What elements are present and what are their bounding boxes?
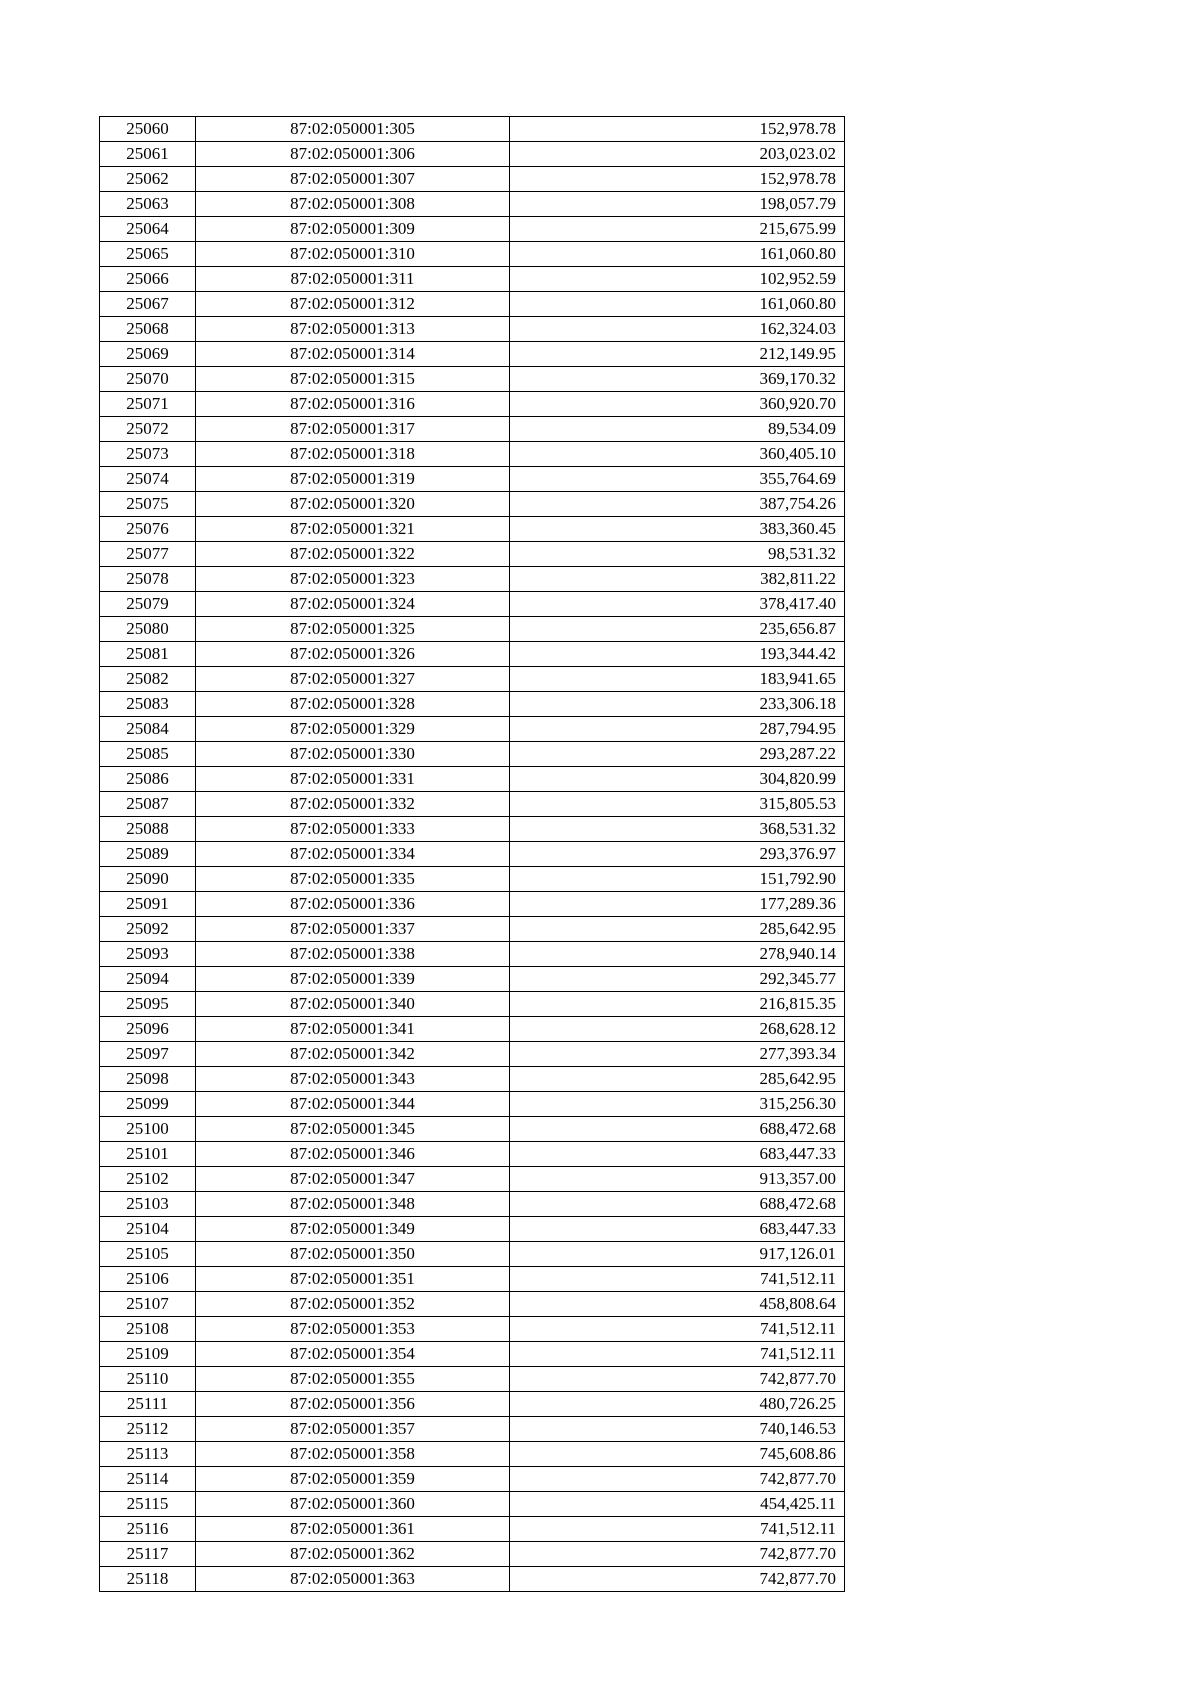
table-row [100, 617, 845, 642]
cadastral-number-cell: 87:02:050001:314 [196, 342, 510, 367]
row-number-cell: 25094 [100, 967, 196, 992]
cadastral-number-cell: 87:02:050001:355 [196, 1367, 510, 1392]
value-cell: 277,393.34 [510, 1042, 845, 1067]
row-number-cell: 25112 [100, 1417, 196, 1442]
cadastral-number-cell: 87:02:050001:323 [196, 567, 510, 592]
cadastral-number-cell: 87:02:050001:329 [196, 717, 510, 742]
cadastral-number-cell: 87:02:050001:352 [196, 1292, 510, 1317]
cadastral-number-cell: 87:02:050001:357 [196, 1417, 510, 1442]
table-row [100, 1492, 845, 1517]
cadastral-number-cell: 87:02:050001:360 [196, 1492, 510, 1517]
row-number-cell: 25079 [100, 592, 196, 617]
value-cell: 382,811.22 [510, 567, 845, 592]
row-number-cell: 25101 [100, 1142, 196, 1167]
cadastral-number-cell: 87:02:050001:342 [196, 1042, 510, 1067]
cadastral-number-cell: 87:02:050001:341 [196, 1017, 510, 1042]
value-cell: 183,941.65 [510, 667, 845, 692]
table-row [100, 842, 845, 867]
cadastral-number-cell: 87:02:050001:320 [196, 492, 510, 517]
table-row [100, 342, 845, 367]
value-cell: 212,149.95 [510, 342, 845, 367]
value-cell: 161,060.80 [510, 292, 845, 317]
row-number-cell: 25069 [100, 342, 196, 367]
cadastral-number-cell: 87:02:050001:331 [196, 767, 510, 792]
row-number-cell: 25111 [100, 1392, 196, 1417]
cadastral-number-cell: 87:02:050001:306 [196, 142, 510, 167]
row-number-cell: 25110 [100, 1367, 196, 1392]
cadastral-number-cell: 87:02:050001:345 [196, 1117, 510, 1142]
value-cell: 98,531.32 [510, 542, 845, 567]
cadastral-number-cell: 87:02:050001:312 [196, 292, 510, 317]
row-number-cell: 25072 [100, 417, 196, 442]
cadastral-value-table [99, 116, 845, 1592]
cadastral-number-cell: 87:02:050001:358 [196, 1442, 510, 1467]
row-number-cell: 25100 [100, 1117, 196, 1142]
cadastral-number-cell: 87:02:050001:315 [196, 367, 510, 392]
table-row [100, 692, 845, 717]
value-cell: 741,512.11 [510, 1317, 845, 1342]
value-cell: 102,952.59 [510, 267, 845, 292]
table-row [100, 1092, 845, 1117]
table-row [100, 567, 845, 592]
row-number-cell: 25097 [100, 1042, 196, 1067]
value-cell: 742,877.70 [510, 1367, 845, 1392]
value-cell: 151,792.90 [510, 867, 845, 892]
row-number-cell: 25067 [100, 292, 196, 317]
value-cell: 683,447.33 [510, 1142, 845, 1167]
row-number-cell: 25060 [100, 117, 196, 142]
row-number-cell: 25102 [100, 1167, 196, 1192]
table-row [100, 317, 845, 342]
table-row [100, 967, 845, 992]
row-number-cell: 25066 [100, 267, 196, 292]
row-number-cell: 25091 [100, 892, 196, 917]
table-row [100, 267, 845, 292]
table-row [100, 667, 845, 692]
row-number-cell: 25108 [100, 1317, 196, 1342]
cadastral-number-cell: 87:02:050001:340 [196, 992, 510, 1017]
cadastral-number-cell: 87:02:050001:322 [196, 542, 510, 567]
table-row [100, 1242, 845, 1267]
row-number-cell: 25098 [100, 1067, 196, 1092]
value-cell: 215,675.99 [510, 217, 845, 242]
table-row [100, 542, 845, 567]
value-cell: 162,324.03 [510, 317, 845, 342]
table-row [100, 1517, 845, 1542]
cadastral-number-cell: 87:02:050001:353 [196, 1317, 510, 1342]
row-number-cell: 25063 [100, 192, 196, 217]
table-row [100, 1167, 845, 1192]
table-row [100, 1467, 845, 1492]
row-number-cell: 25085 [100, 742, 196, 767]
value-cell: 233,306.18 [510, 692, 845, 717]
table-row [100, 1192, 845, 1217]
value-cell: 742,877.70 [510, 1567, 845, 1592]
value-cell: 315,805.53 [510, 792, 845, 817]
row-number-cell: 25087 [100, 792, 196, 817]
table-row [100, 417, 845, 442]
table-row [100, 817, 845, 842]
row-number-cell: 25114 [100, 1467, 196, 1492]
value-cell: 688,472.68 [510, 1192, 845, 1217]
row-number-cell: 25061 [100, 142, 196, 167]
cadastral-number-cell: 87:02:050001:349 [196, 1217, 510, 1242]
value-cell: 387,754.26 [510, 492, 845, 517]
table-row [100, 217, 845, 242]
table-row [100, 142, 845, 167]
cadastral-number-cell: 87:02:050001:351 [196, 1267, 510, 1292]
table-row [100, 1067, 845, 1092]
cadastral-number-cell: 87:02:050001:335 [196, 867, 510, 892]
row-number-cell: 25076 [100, 517, 196, 542]
table-row [100, 1392, 845, 1417]
value-cell: 740,146.53 [510, 1417, 845, 1442]
table-row [100, 1042, 845, 1067]
value-cell: 268,628.12 [510, 1017, 845, 1042]
cadastral-number-cell: 87:02:050001:321 [196, 517, 510, 542]
value-cell: 368,531.32 [510, 817, 845, 842]
cadastral-number-cell: 87:02:050001:347 [196, 1167, 510, 1192]
cadastral-number-cell: 87:02:050001:324 [196, 592, 510, 617]
table-row [100, 117, 845, 142]
value-cell: 304,820.99 [510, 767, 845, 792]
table-row [100, 517, 845, 542]
value-cell: 913,357.00 [510, 1167, 845, 1192]
value-cell: 285,642.95 [510, 917, 845, 942]
row-number-cell: 25088 [100, 817, 196, 842]
table-row [100, 992, 845, 1017]
value-cell: 315,256.30 [510, 1092, 845, 1117]
table-row [100, 392, 845, 417]
row-number-cell: 25089 [100, 842, 196, 867]
row-number-cell: 25103 [100, 1192, 196, 1217]
value-cell: 360,405.10 [510, 442, 845, 467]
table-row [100, 942, 845, 967]
value-cell: 378,417.40 [510, 592, 845, 617]
cadastral-number-cell: 87:02:050001:310 [196, 242, 510, 267]
table-row [100, 867, 845, 892]
table-row [100, 767, 845, 792]
cadastral-number-cell: 87:02:050001:334 [196, 842, 510, 867]
cadastral-number-cell: 87:02:050001:317 [196, 417, 510, 442]
row-number-cell: 25105 [100, 1242, 196, 1267]
cadastral-number-cell: 87:02:050001:319 [196, 467, 510, 492]
cadastral-number-cell: 87:02:050001:330 [196, 742, 510, 767]
row-number-cell: 25075 [100, 492, 196, 517]
value-cell: 198,057.79 [510, 192, 845, 217]
value-cell: 383,360.45 [510, 517, 845, 542]
cadastral-number-cell: 87:02:050001:333 [196, 817, 510, 842]
row-number-cell: 25093 [100, 942, 196, 967]
table-row [100, 1417, 845, 1442]
row-number-cell: 25095 [100, 992, 196, 1017]
cadastral-number-cell: 87:02:050001:326 [196, 642, 510, 667]
value-cell: 177,289.36 [510, 892, 845, 917]
cadastral-number-cell: 87:02:050001:332 [196, 792, 510, 817]
row-number-cell: 25113 [100, 1442, 196, 1467]
row-number-cell: 25062 [100, 167, 196, 192]
cadastral-number-cell: 87:02:050001:354 [196, 1342, 510, 1367]
cadastral-number-cell: 87:02:050001:361 [196, 1517, 510, 1542]
value-cell: 216,815.35 [510, 992, 845, 1017]
value-cell: 355,764.69 [510, 467, 845, 492]
row-number-cell: 25073 [100, 442, 196, 467]
cadastral-number-cell: 87:02:050001:336 [196, 892, 510, 917]
row-number-cell: 25118 [100, 1567, 196, 1592]
cadastral-number-cell: 87:02:050001:350 [196, 1242, 510, 1267]
cadastral-number-cell: 87:02:050001:346 [196, 1142, 510, 1167]
table-row [100, 1542, 845, 1567]
row-number-cell: 25082 [100, 667, 196, 692]
row-number-cell: 25065 [100, 242, 196, 267]
value-cell: 741,512.11 [510, 1267, 845, 1292]
value-cell: 89,534.09 [510, 417, 845, 442]
table-row [100, 1017, 845, 1042]
table-row [100, 1367, 845, 1392]
row-number-cell: 25077 [100, 542, 196, 567]
value-cell: 152,978.78 [510, 167, 845, 192]
cadastral-number-cell: 87:02:050001:328 [196, 692, 510, 717]
table-row [100, 292, 845, 317]
value-cell: 745,608.86 [510, 1442, 845, 1467]
cadastral-number-cell: 87:02:050001:359 [196, 1467, 510, 1492]
row-number-cell: 25106 [100, 1267, 196, 1292]
row-number-cell: 25092 [100, 917, 196, 942]
cadastral-number-cell: 87:02:050001:362 [196, 1542, 510, 1567]
value-cell: 458,808.64 [510, 1292, 845, 1317]
row-number-cell: 25107 [100, 1292, 196, 1317]
cadastral-number-cell: 87:02:050001:308 [196, 192, 510, 217]
cadastral-number-cell: 87:02:050001:325 [196, 617, 510, 642]
row-number-cell: 25086 [100, 767, 196, 792]
table-row [100, 167, 845, 192]
cadastral-number-cell: 87:02:050001:313 [196, 317, 510, 342]
row-number-cell: 25083 [100, 692, 196, 717]
value-cell: 292,345.77 [510, 967, 845, 992]
table-row [100, 242, 845, 267]
row-number-cell: 25084 [100, 717, 196, 742]
row-number-cell: 25090 [100, 867, 196, 892]
table-row [100, 1267, 845, 1292]
table-row [100, 1142, 845, 1167]
cadastral-number-cell: 87:02:050001:344 [196, 1092, 510, 1117]
table-row [100, 467, 845, 492]
row-number-cell: 25081 [100, 642, 196, 667]
cadastral-number-cell: 87:02:050001:318 [196, 442, 510, 467]
table-row [100, 1317, 845, 1342]
cadastral-number-cell: 87:02:050001:305 [196, 117, 510, 142]
cadastral-number-cell: 87:02:050001:337 [196, 917, 510, 942]
value-cell: 293,287.22 [510, 742, 845, 767]
row-number-cell: 25096 [100, 1017, 196, 1042]
cadastral-number-cell: 87:02:050001:307 [196, 167, 510, 192]
value-cell: 683,447.33 [510, 1217, 845, 1242]
value-cell: 293,376.97 [510, 842, 845, 867]
table-row [100, 717, 845, 742]
cadastral-number-cell: 87:02:050001:343 [196, 1067, 510, 1092]
table-row [100, 917, 845, 942]
row-number-cell: 25074 [100, 467, 196, 492]
value-cell: 203,023.02 [510, 142, 845, 167]
value-cell: 742,877.70 [510, 1542, 845, 1567]
table-row [100, 492, 845, 517]
value-cell: 741,512.11 [510, 1342, 845, 1367]
row-number-cell: 25109 [100, 1342, 196, 1367]
table-row [100, 442, 845, 467]
cadastral-number-cell: 87:02:050001:338 [196, 942, 510, 967]
value-cell: 688,472.68 [510, 1117, 845, 1142]
value-cell: 193,344.42 [510, 642, 845, 667]
cadastral-number-cell: 87:02:050001:363 [196, 1567, 510, 1592]
table-row [100, 1292, 845, 1317]
cadastral-number-cell: 87:02:050001:356 [196, 1392, 510, 1417]
cadastral-number-cell: 87:02:050001:339 [196, 967, 510, 992]
table-row [100, 1567, 845, 1592]
value-cell: 742,877.70 [510, 1467, 845, 1492]
value-cell: 369,170.32 [510, 367, 845, 392]
table-row [100, 642, 845, 667]
row-number-cell: 25104 [100, 1217, 196, 1242]
value-cell: 235,656.87 [510, 617, 845, 642]
row-number-cell: 25117 [100, 1542, 196, 1567]
table-row [100, 192, 845, 217]
table-row [100, 792, 845, 817]
table-row [100, 1442, 845, 1467]
value-cell: 454,425.11 [510, 1492, 845, 1517]
table-row [100, 1342, 845, 1367]
row-number-cell: 25080 [100, 617, 196, 642]
table-row [100, 1217, 845, 1242]
row-number-cell: 25071 [100, 392, 196, 417]
value-cell: 287,794.95 [510, 717, 845, 742]
cadastral-number-cell: 87:02:050001:309 [196, 217, 510, 242]
table-row [100, 592, 845, 617]
row-number-cell: 25115 [100, 1492, 196, 1517]
table-row [100, 892, 845, 917]
value-cell: 360,920.70 [510, 392, 845, 417]
cadastral-number-cell: 87:02:050001:348 [196, 1192, 510, 1217]
value-cell: 278,940.14 [510, 942, 845, 967]
cadastral-number-cell: 87:02:050001:327 [196, 667, 510, 692]
row-number-cell: 25064 [100, 217, 196, 242]
value-cell: 285,642.95 [510, 1067, 845, 1092]
table-row [100, 1117, 845, 1142]
table-row [100, 742, 845, 767]
table-body [100, 117, 845, 1592]
row-number-cell: 25116 [100, 1517, 196, 1542]
cadastral-number-cell: 87:02:050001:316 [196, 392, 510, 417]
row-number-cell: 25070 [100, 367, 196, 392]
value-cell: 152,978.78 [510, 117, 845, 142]
table-row [100, 367, 845, 392]
value-cell: 480,726.25 [510, 1392, 845, 1417]
row-number-cell: 25068 [100, 317, 196, 342]
row-number-cell: 25099 [100, 1092, 196, 1117]
cadastral-number-cell: 87:02:050001:311 [196, 267, 510, 292]
value-cell: 741,512.11 [510, 1517, 845, 1542]
value-cell: 917,126.01 [510, 1242, 845, 1267]
row-number-cell: 25078 [100, 567, 196, 592]
value-cell: 161,060.80 [510, 242, 845, 267]
